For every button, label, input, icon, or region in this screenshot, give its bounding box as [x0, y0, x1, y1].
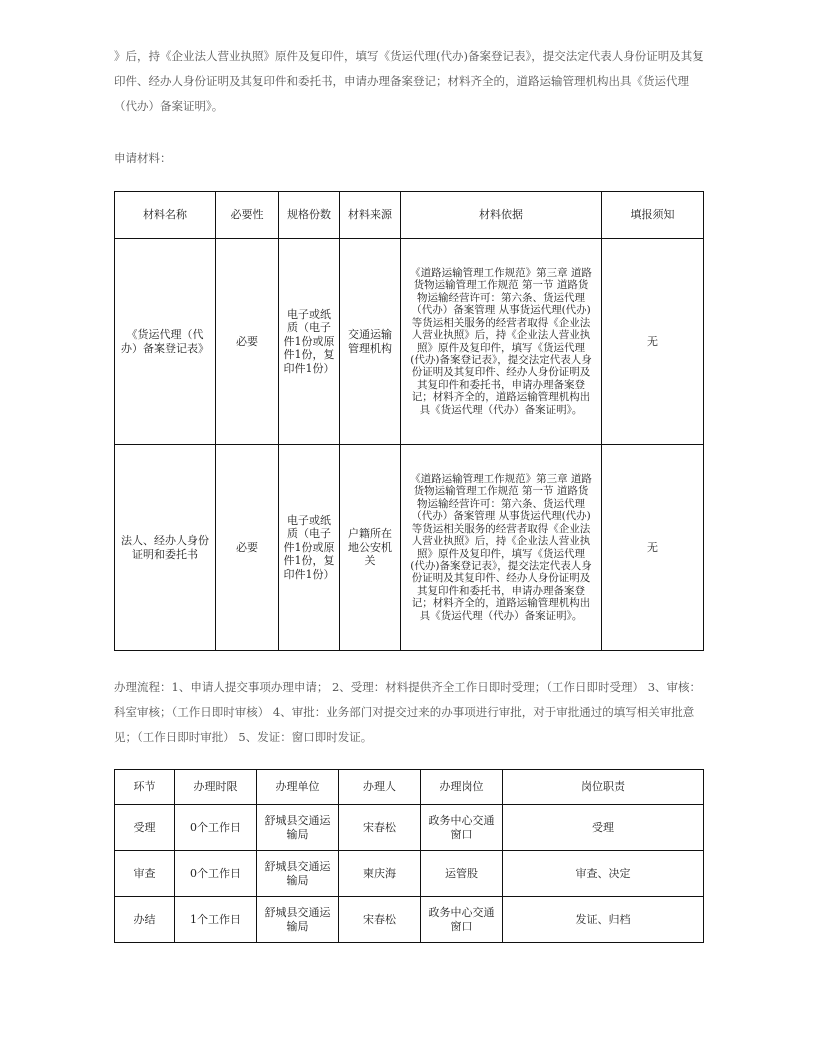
- unit-cell: 舒城县交通运输局: [257, 805, 339, 851]
- header-person: 办理人: [339, 770, 421, 805]
- material-name: 法人、经办人身份证明和委托书: [115, 445, 216, 651]
- intro-paragraph: 》后，持《企业法人营业执照》原件及复印件，填写《货运代理(代办)备案登记表》，提交法定代表人身份证明及其复印件、经办人身份证明及其复印件和委托书，申请办理备案登记；材料齐全的，道路运输管理机构出具《货运代理（代办）备案证明》。: [114, 49, 704, 113]
- materials-table: [114, 191, 704, 651]
- materials-table-header: [115, 192, 704, 239]
- header-notes: 填报须知: [602, 192, 704, 239]
- material-notes: 无: [602, 445, 704, 651]
- header-unit: 办理单位: [257, 770, 339, 805]
- header-necessity: 必要性: [216, 192, 279, 239]
- table-row: [115, 897, 704, 943]
- post-cell: 政务中心交通窗口: [421, 805, 503, 851]
- process-paragraph: 办理流程：1、申请人提交事项办理申请； 2、受理：材料提供齐全工作日即时受理；（工作日即时受理） 3、审核：科室审核；（工作日即时审核） 4、审批：业务部门对提交过来的办事项进行审批，对于审批通过的填写相关审批意见；（工作日即时审批） 5、发证：窗口即时发证。: [114, 680, 702, 744]
- process-table: [114, 769, 704, 943]
- header-source: 材料来源: [340, 192, 401, 239]
- header-post: 办理岗位: [421, 770, 503, 805]
- unit-cell: 舒城县交通运输局: [257, 851, 339, 897]
- material-spec: 电子或纸质（电子件1份或原件1份，复印件1份）: [279, 445, 340, 651]
- header-duty: 岗位职责: [503, 770, 704, 805]
- duty-cell: 发证、归档: [503, 897, 704, 943]
- header-material-name: 材料名称: [115, 192, 216, 239]
- person-cell: 柬庆海: [339, 851, 421, 897]
- header-spec: 规格份数: [279, 192, 340, 239]
- stage-cell: 受理: [115, 805, 175, 851]
- material-source: 户籍所在地公安机关: [340, 445, 401, 651]
- table-row: [115, 239, 704, 445]
- person-cell: 宋春松: [339, 897, 421, 943]
- person-cell: 宋春松: [339, 805, 421, 851]
- header-stage: 环节: [115, 770, 175, 805]
- table-row: [115, 445, 704, 651]
- material-name: 《货运代理（代办）备案登记表》: [115, 239, 216, 445]
- material-necessity: 必要: [216, 445, 279, 651]
- header-basis: 材料依据: [401, 192, 602, 239]
- stage-cell: 审查: [115, 851, 175, 897]
- duty-cell: 受理: [503, 805, 704, 851]
- material-basis: 《道路运输管理工作规范》第三章 道路货物运输管理工作规范 第一节 道路货物运输经营许可：第六条、货运代理（代办）备案管理 从事货运代理(代办)等货运相关服务的经营者取得《企业法人营业执照》后，持《企业法人营业执照》原件及复印件，填写《货运代理(代办)备案登记表》，提交法定代表人身份证明及其复印件、经办人身份证明及其复印件和委托书，申请办理备案登记；材料齐全的，道路运输管理机构出具《货运代理（代办）备案证明》。: [401, 239, 602, 445]
- time-cell: 0个工作日: [175, 851, 257, 897]
- stage-cell: 办结: [115, 897, 175, 943]
- table-row: [115, 851, 704, 897]
- material-spec: 电子或纸质（电子件1份或原件1份，复印件1份）: [279, 239, 340, 445]
- post-cell: 运管股: [421, 851, 503, 897]
- materials-label: 申请材料：: [114, 151, 172, 165]
- material-basis: 《道路运输管理工作规范》第三章 道路货物运输管理工作规范 第一节 道路货物运输经营许可：第六条、货运代理（代办）备案管理 从事货运代理(代办)等货运相关服务的经营者取得《企业法人营业执照》后，持《企业法人营业执照》原件及复印件，填写《货运代理(代办)备案登记表》，提交法定代表人身份证明及其复印件、经办人身份证明及其复印件和委托书，申请办理备案登记；材料齐全的，道路运输管理机构出具《货运代理（代办）备案证明》。: [401, 445, 602, 651]
- unit-cell: 舒城县交通运输局: [257, 897, 339, 943]
- material-source: 交通运输管理机构: [340, 239, 401, 445]
- material-notes: 无: [602, 239, 704, 445]
- duty-cell: 审查、决定: [503, 851, 704, 897]
- material-necessity: 必要: [216, 239, 279, 445]
- time-cell: 1个工作日: [175, 897, 257, 943]
- table-row: [115, 805, 704, 851]
- process-table-header: [115, 770, 704, 805]
- header-time-limit: 办理时限: [175, 770, 257, 805]
- post-cell: 政务中心交通窗口: [421, 897, 503, 943]
- time-cell: 0个工作日: [175, 805, 257, 851]
